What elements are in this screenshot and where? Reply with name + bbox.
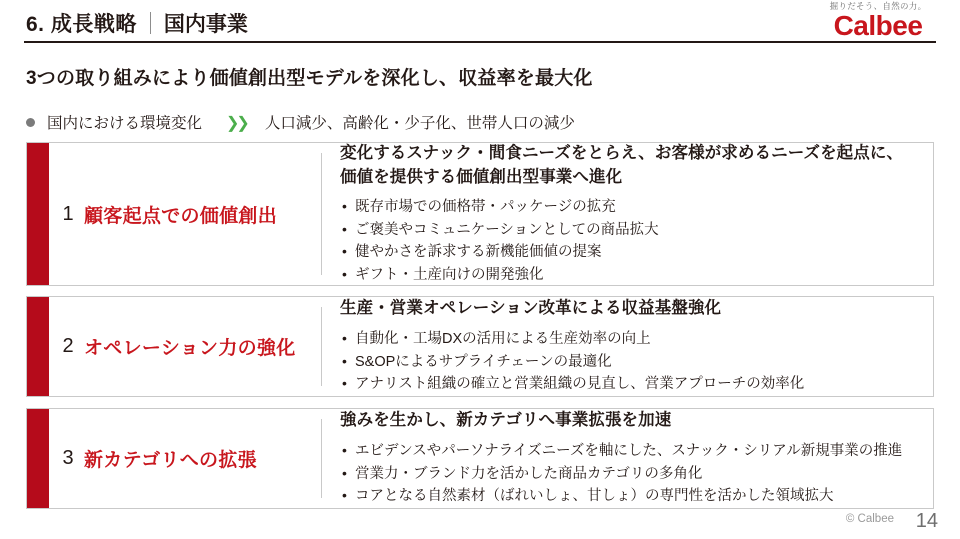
list-item: • 営業力・ブランド力を活かした商品カテゴリの多角化 [340, 463, 919, 485]
card-bullet-list [340, 440, 919, 507]
card-bullet-list [340, 196, 919, 286]
list-item: • コアとなる自然素材（ばれいしょ、甘しょ）の専門性を活かした領域拡大 [340, 485, 919, 507]
strategy-card [26, 296, 934, 397]
header-rule [24, 41, 936, 43]
page-title-subtitle: 国内事業 [163, 13, 248, 36]
double-chevron-right-icon: ❯❯ [226, 115, 247, 132]
lead-statement: 3つの取り組みにより価値創出型モデルを深化し、収益率を最大化 [26, 68, 593, 89]
card-left [49, 409, 321, 508]
card-index: 3 [62, 447, 74, 469]
card-bullet-list [340, 328, 919, 395]
card-index: 1 [62, 202, 74, 225]
strategy-card [26, 142, 934, 286]
environment-text: 人口減少、高齢化・少子化、世帯人口の減少 [264, 115, 575, 132]
card-left [49, 297, 321, 396]
card-heading: オペレーション力の強化 [84, 338, 296, 359]
card-left [49, 143, 321, 285]
card-right [322, 409, 933, 508]
bullet-dot-icon [26, 118, 35, 127]
page-title [26, 8, 248, 38]
list-item: • エビデンスやパーソナライズニーズを軸にした、スナック・シリアル新規事業の推進 [340, 440, 919, 462]
card-index: 2 [62, 335, 74, 357]
list-item: • S&OPによるサプライチェーンの最適化 [340, 351, 919, 373]
list-item: • 健やかさを訴求する新機能価値の提案 [340, 241, 919, 263]
logo-wordmark: Calbee [833, 10, 923, 42]
card-accent-bar [27, 409, 49, 508]
list-item: • アナリスト組織の確立と営業組織の見直し、営業アプローチの効率化 [340, 373, 919, 395]
card-right [322, 297, 933, 396]
card-right [322, 143, 933, 285]
card-lead: 強みを生かし、新カテゴリへ事業拡張を加速 [340, 411, 672, 430]
list-item: • ご褒美やコミュニケーションとしての商品拡大 [340, 219, 919, 241]
list-item: • 既存市場での価格帯・パッケージの拡充 [340, 196, 919, 218]
title-divider [150, 12, 151, 34]
environment-label: 国内における環境変化 [47, 115, 203, 132]
page-title-number: 6. 成長戦略 [26, 13, 137, 36]
card-lead: 生産・営業オペレーション改革による収益基盤強化 [340, 299, 722, 318]
slide-header [0, 0, 960, 46]
card-heading: 新カテゴリへの拡張 [84, 450, 257, 471]
card-lead: 変化するスナック・間食ニーズをとらえ、お客様が求めるニーズを起点に、価値を提供する価値創出型事業へ進化 [340, 143, 904, 186]
list-item: • ギフト・土産向けの開発強化 [340, 264, 919, 286]
card-accent-bar [27, 143, 49, 285]
calbee-logo [818, 2, 938, 40]
logo-tagline: 掘りだそう、自然の力。 [829, 1, 927, 11]
card-accent-bar [27, 297, 49, 396]
list-item: • 自動化・工場DXの活用による生産効率の向上 [340, 328, 919, 350]
strategy-card [26, 408, 934, 509]
environment-row [26, 111, 575, 133]
copyright-notice: © Calbee [845, 513, 894, 525]
page-number: 14 [915, 510, 938, 532]
card-heading: 顧客起点での価値創出 [84, 205, 278, 227]
